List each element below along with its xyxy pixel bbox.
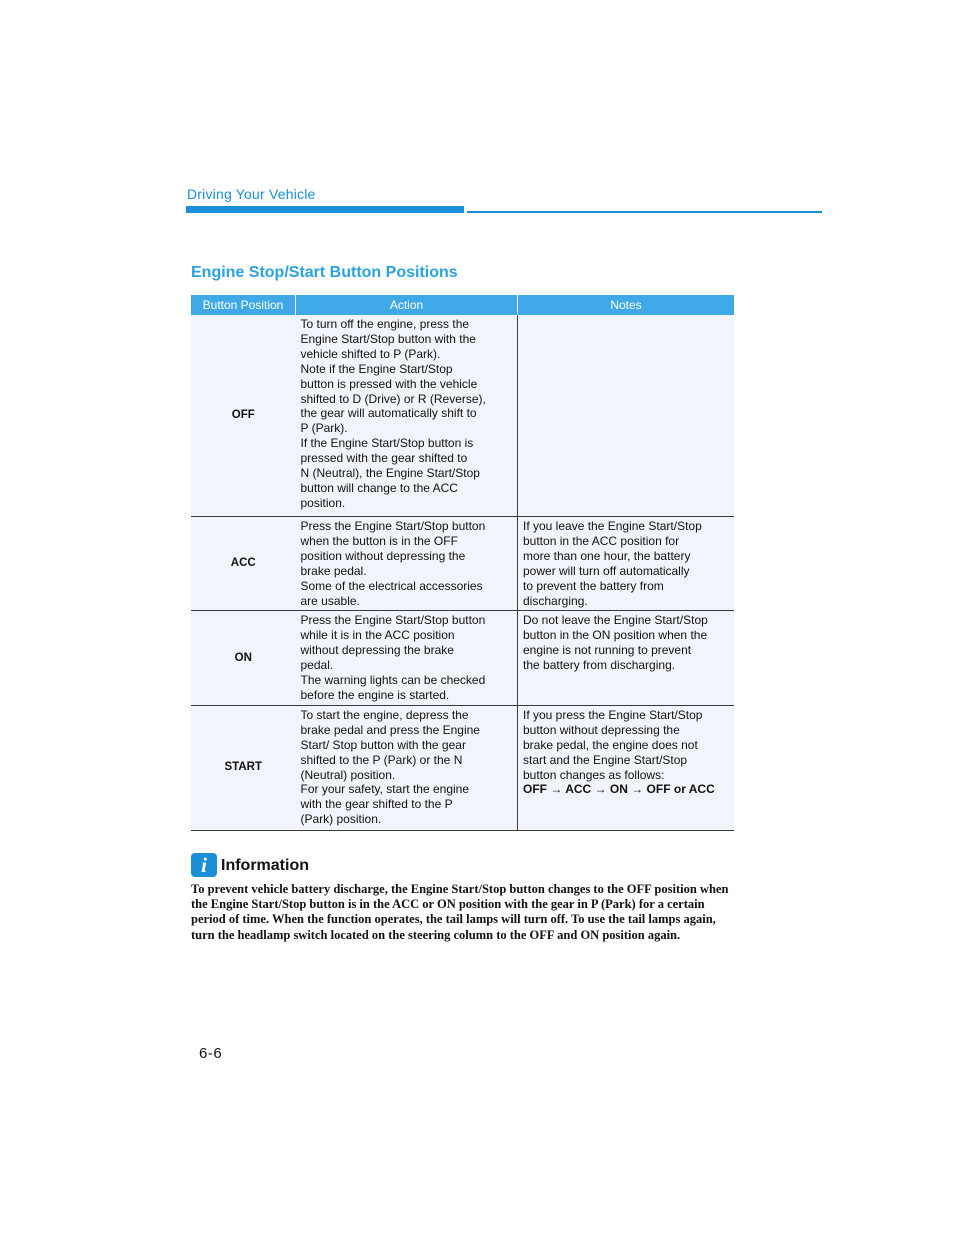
- action-line: position.: [300, 495, 346, 510]
- column-header-button-position: Button Position: [191, 295, 296, 315]
- action-cell: [296, 611, 518, 705]
- action-line: position without depressing the: [300, 548, 466, 563]
- action-line: Press the Engine Start/Stop button: [300, 519, 486, 533]
- notes-cell: [518, 705, 735, 830]
- running-head: Driving Your Vehicle: [187, 186, 316, 202]
- notes-line: engine is not running to prevent: [523, 643, 692, 658]
- position-cell: START: [191, 705, 296, 830]
- section-title: Engine Stop/Start Button Positions: [191, 264, 458, 281]
- button-positions-table: [191, 295, 734, 831]
- position-cell: OFF: [191, 315, 296, 517]
- position-cell: ON: [191, 611, 296, 705]
- action-line: with the gear shifted to the P: [300, 797, 453, 812]
- notes-line: more than one hour, the battery: [523, 548, 691, 563]
- state-sequence: OFF → ACC → ON → OFF or ACC: [523, 782, 715, 797]
- table-row-acc: [191, 517, 734, 611]
- notes-line: button without depressing the: [523, 722, 680, 737]
- action-line: while it is in the ACC position: [300, 628, 455, 643]
- action-cell: [296, 705, 518, 830]
- notes-line: power will turn off automatically: [523, 563, 690, 578]
- action-line: the gear will automatically shift to: [300, 406, 477, 421]
- notes-line: start and the Engine Start/Stop: [523, 752, 688, 767]
- table-row-start: [191, 705, 734, 830]
- notes-cell: [518, 517, 735, 611]
- notes-line: If you leave the Engine Start/Stop: [523, 519, 702, 533]
- position-cell: ACC: [191, 517, 296, 611]
- action-line: shifted to D (Drive) or R (Reverse),: [300, 391, 486, 406]
- action-line: pressed with the gear shifted to: [300, 451, 468, 466]
- column-header-action: Action: [296, 295, 518, 315]
- action-line: before the engine is started.: [300, 687, 450, 702]
- action-line: brake pedal.: [300, 563, 367, 578]
- notes-cell: [518, 315, 735, 517]
- notes-line: to prevent the battery from: [523, 578, 664, 593]
- info-icon: i: [191, 853, 217, 877]
- notes-line: button in the ACC position for: [523, 533, 680, 548]
- action-line: Engine Start/Stop button with the: [300, 331, 476, 346]
- action-line: pedal.: [300, 658, 334, 673]
- action-line: Press the Engine Start/Stop button: [300, 613, 486, 628]
- action-line: P (Park).: [300, 421, 348, 436]
- action-line: If the Engine Start/Stop button is: [300, 436, 474, 451]
- action-line: Some of the electrical accessories: [300, 578, 483, 593]
- notes-line: discharging.: [523, 593, 588, 608]
- header-rule-thick: [186, 206, 464, 213]
- action-line: (Park) position.: [300, 812, 382, 827]
- action-line: vehicle shifted to P (Park).: [300, 346, 441, 361]
- action-line: To start the engine, depress the: [300, 707, 469, 722]
- notes-line: If you press the Engine Start/Stop: [523, 707, 703, 722]
- action-line: button is pressed with the vehicle: [300, 376, 478, 391]
- notes-line: button changes as follows:: [523, 767, 665, 782]
- action-line: Note if the Engine Start/Stop: [300, 361, 453, 376]
- header-rule-thin: [467, 211, 822, 213]
- notes-line: brake pedal, the engine does not: [523, 737, 698, 752]
- action-line: N (Neutral), the Engine Start/Stop: [300, 466, 480, 481]
- action-cell: [296, 517, 518, 611]
- action-line: To turn off the engine, press the: [300, 317, 470, 331]
- action-line: without depressing the brake: [300, 643, 454, 658]
- information-title: Information: [221, 857, 309, 874]
- notes-line: the battery from discharging.: [523, 658, 676, 673]
- notes-cell: [518, 611, 735, 705]
- table-row-on: [191, 611, 734, 705]
- action-cell: [296, 315, 518, 517]
- action-line: (Neutral) position.: [300, 767, 396, 782]
- table-row-off: [191, 315, 734, 517]
- action-line: Start/ Stop button with the gear: [300, 737, 466, 752]
- notes-line: button in the ON position when the: [523, 628, 708, 643]
- page-number: 6-6: [199, 1045, 223, 1062]
- table-header-row: [191, 295, 734, 315]
- column-header-notes: Notes: [518, 295, 735, 315]
- action-line: The warning lights can be checked: [300, 673, 486, 688]
- action-line: shifted to the P (Park) or the N: [300, 752, 463, 767]
- action-line: For your safety, start the engine: [300, 782, 470, 797]
- action-line: brake pedal and press the Engine: [300, 722, 480, 737]
- information-body: To prevent vehicle battery discharge, the Engine Start/Stop button changes to the OFF position when the Engine Start/Stop button is in the ACC or ON position with the gear in P (Park) for a certain period of time. When the function operates, the tail lamps will turn off. To use the tail lamps again, turn the headlamp switch located on the steering column to the OFF and ON position again.: [191, 882, 729, 942]
- notes-line: Do not leave the Engine Start/Stop: [523, 613, 708, 628]
- action-line: button will change to the ACC: [300, 480, 458, 495]
- action-line: are usable.: [300, 593, 360, 608]
- action-line: when the button is in the OFF: [300, 533, 458, 548]
